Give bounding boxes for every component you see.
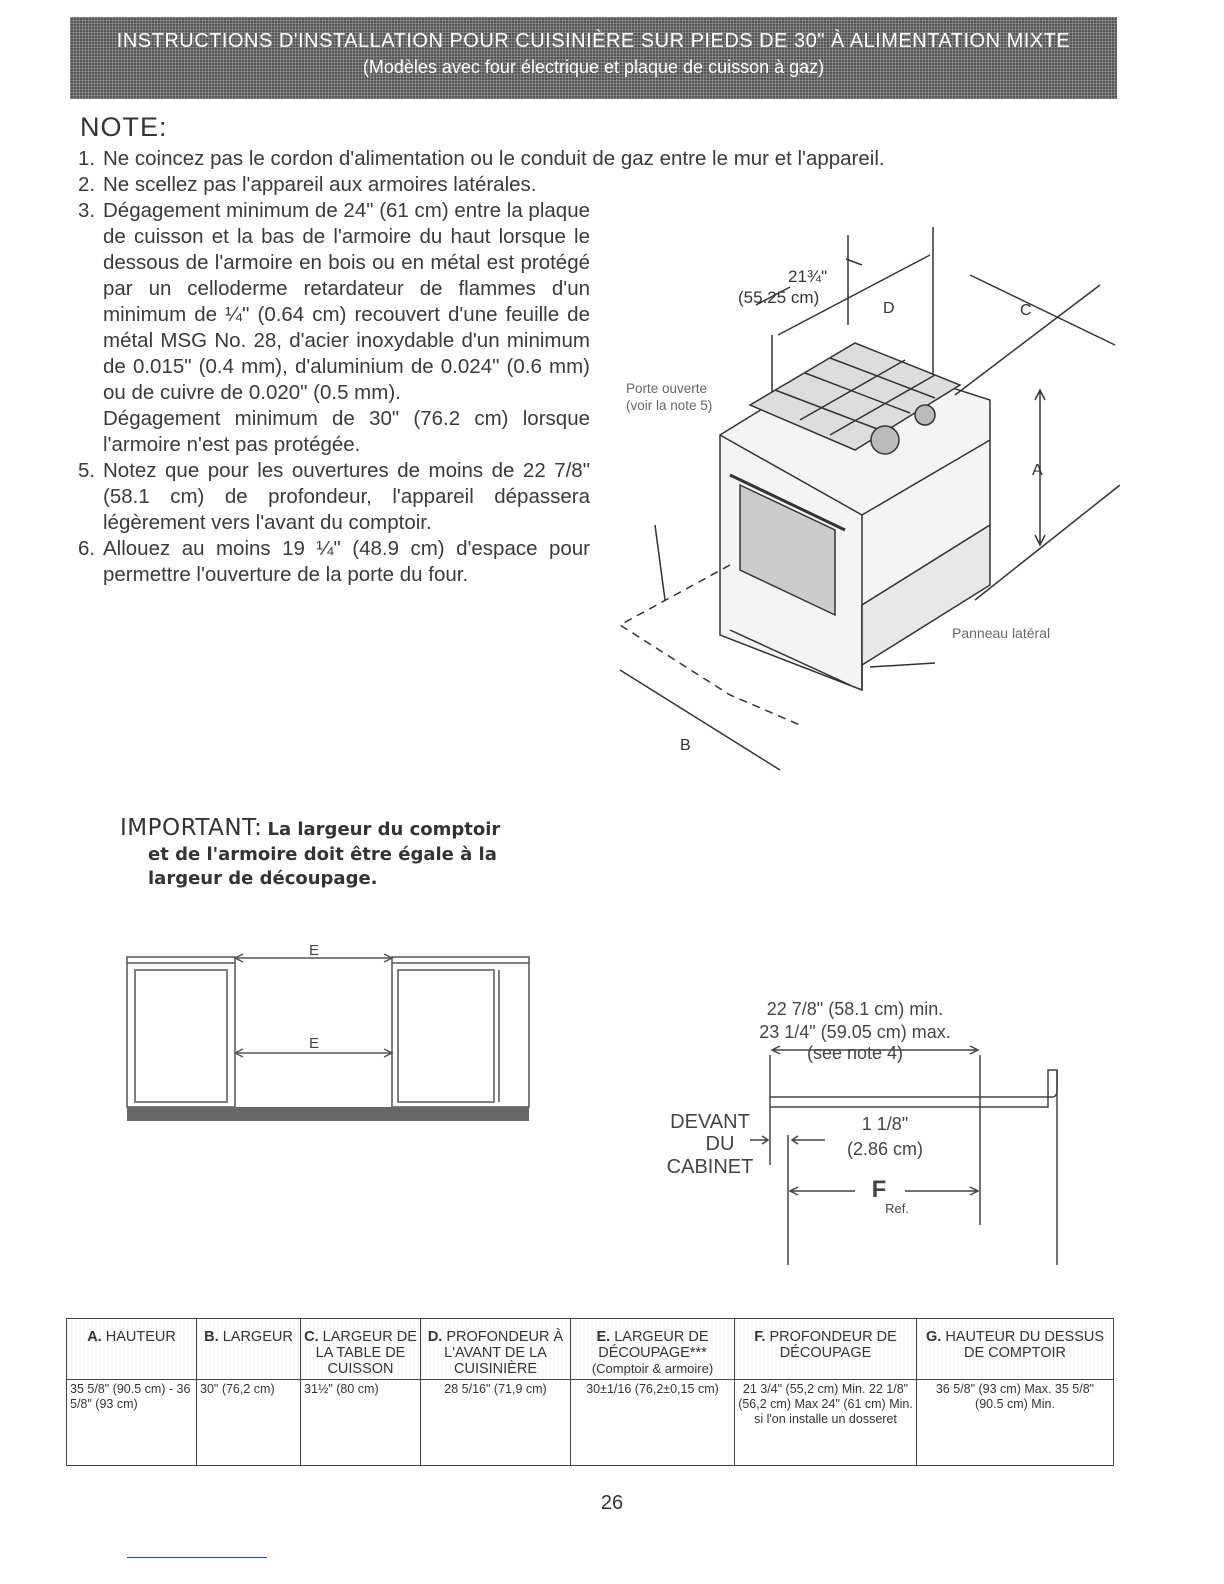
table-header: D. PROFONDEUR À L'AVANT DE LA CUISINIÈRE [421,1319,571,1380]
table-row [67,1380,1114,1466]
note-text: Ne scellez pas l'appareil aux armoires latérales. [103,173,537,196]
table-header: F. PROFONDEUR DE DÉCOUPAGE [735,1319,917,1380]
page-number: 26 [600,1492,624,1514]
table-cell: 21 3/4" (55,2 cm) Min. 22 1/8" (56,2 cm) Max 24" (61 cm) Min. si l'on installe un dosseret [735,1380,917,1466]
note-item [78,146,978,172]
table-cell: 30" (76,2 cm) [197,1380,301,1466]
important-line: largeur de découpage. [148,868,378,889]
offset-cm: (2.86 cm) [846,1139,924,1159]
depth-min: 22 7/8" (58.1 cm) min. [766,999,944,1019]
note-number: 1. [78,147,96,170]
table-cell: 30±1/16 (76,2±0,15 cm) [571,1380,735,1466]
note-number: 3. [78,199,96,222]
table-cell: 31½" (80 cm) [301,1380,421,1466]
table-header: B. LARGEUR [197,1319,301,1380]
countertop [770,1070,1057,1107]
table-cell: 28 5/16" (71,9 cm) [421,1380,571,1466]
note-text: Notez que pour les ouvertures de moins de 22 7/8" (58.1 cm) de profondeur, l'appareil dépassera légèrement vers l'avant du comptoir. [103,459,590,534]
important-note [120,815,500,889]
left-cabinet [127,957,235,1107]
range-installation-diagram [600,225,1120,785]
du-label: DU [705,1133,735,1155]
dimension-c-arrow [970,275,1115,345]
note-text: Dégagement minimum de 24" (61 cm) entre la plaque de cuisson et la bas de l'armoire du haut lorsque le dessous de l'armoire en bois ou en métal est protégé par un celloderme retardateur de flammes d'un minimum de ¼" (0.64 cm) recouvert d'une feuille de métal MSG No. 28, d'acier inoxydable d'un minimum de 0.015" (0.4 mm), d'aluminium de 0.024" (0.6 mm) ou de cuivre de 0.020" (0.5 mm). [103,199,590,404]
label-e-mid: E [309,1035,320,1052]
depth-label-cm: (55.25 cm) [738,288,820,307]
left-cabinet-door [135,970,227,1102]
depth-max: 23 1/4" (59.05 cm) max. [759,1022,951,1042]
footer-rule [127,1557,267,1558]
f-label: F [871,1176,887,1203]
dimension-b-arrow [620,670,780,770]
devant-arrow [750,1136,768,1144]
header-title: INSTRUCTIONS D'INSTALLATION POUR CUISINIÈRE SUR PIEDS DE 30" À ALIMENTATION MIXTE [116,30,1071,52]
note-text: Allouez au moins 19 ¼" (48.9 cm) d'espace pour permettre l'ouverture de la porte du four. [103,537,590,586]
counter-line [975,485,1120,600]
note-item [78,458,590,536]
door-label: Porte ouverte [626,381,708,396]
table-header: G. HAUTEUR DU DESSUS DE COMPTOIR [917,1319,1114,1380]
note-text: Ne coincez pas le cordon d'alimentation ou le conduit de gaz entre le mur et l'appareil. [103,147,885,170]
burner [915,405,935,425]
label-c: C [1020,302,1032,319]
ref-label: Ref. [885,1201,909,1216]
important-line: et de l'armoire doit être égale à la [148,844,497,865]
header-banner [70,17,1117,99]
table-cell: 36 5/8" (93 cm) Max. 35 5/8" (90.5 cm) Min. [917,1380,1114,1466]
header-subtitle: (Modèles avec four électrique et plaque de cuisson à gaz) [362,57,825,77]
table-header: A. HAUTEUR [67,1319,197,1380]
important-keyword: IMPORTANT: [120,815,263,841]
label-d: D [883,300,895,317]
devant-label: DEVANT [670,1111,750,1133]
burner [871,426,899,454]
note-item [78,536,590,588]
depth-note: (see note 4) [806,1043,904,1063]
label-a: A [1032,462,1043,479]
note-number: 2. [78,173,96,196]
note-item [78,172,978,198]
note-title: NOTE: [80,112,168,142]
side-panel-pointer [870,663,935,667]
note-text: Dégagement minimum de 30" (76.2 cm) lorsque l'armoire n'est pas protégée. [103,407,590,456]
important-line: La largeur du comptoir [267,819,501,840]
label-e-top: E [309,942,320,959]
right-cabinet-door [398,970,494,1102]
note-item [78,406,590,458]
table-cell: 35 5/8" (90.5 cm) - 36 5/8" (93 cm) [67,1380,197,1466]
door-note: (voir la note 5) [626,398,713,413]
side-panel-label: Panneau latéral [952,625,1051,641]
door-pointer [655,525,665,600]
offset-arrow [792,1136,825,1144]
depth-label-in: 21¾" [788,267,828,286]
note-item [78,198,590,406]
cutout-width-diagram [125,940,535,1125]
cutout-depth-diagram [660,995,1080,1275]
note-number: 6. [78,537,96,560]
table-header-row [67,1319,1114,1380]
floor-bar [127,1107,529,1121]
dimensions-table [66,1318,1114,1466]
cabinet-label: CABINET [666,1156,754,1178]
label-b: B [680,737,691,754]
table-header: C. LARGEUR DE LA TABLE DE CUISSON [301,1319,421,1380]
note-number: 5. [78,459,96,482]
table-header: E. LARGEUR DE DÉCOUPAGE*** (Comptoir & armoire) [571,1319,735,1380]
right-cabinet [392,957,529,1107]
offset-in: 1 1/8" [861,1114,909,1134]
